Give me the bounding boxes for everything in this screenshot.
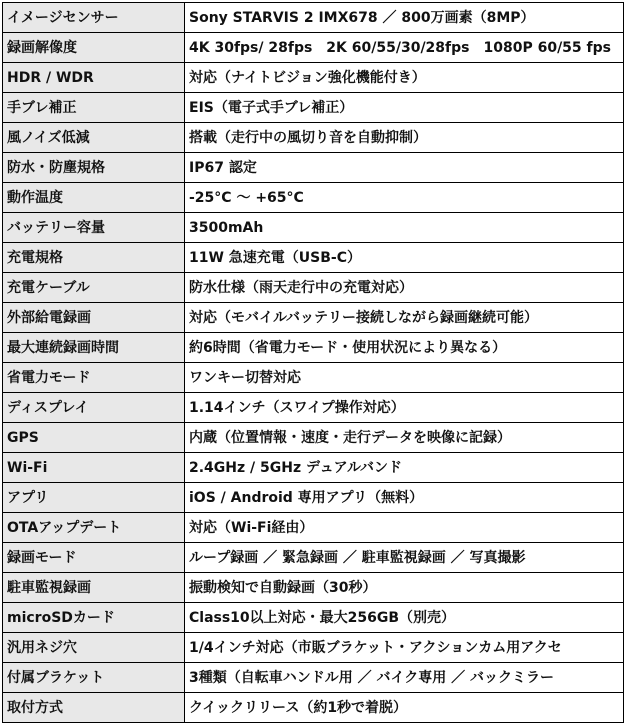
spec-row	[3, 243, 624, 273]
spec-label: 風ノイズ低減	[3, 123, 185, 153]
spec-label: 防水・防塵規格	[3, 153, 185, 183]
spec-value: IP67 認定	[185, 153, 624, 183]
spec-label: アプリ	[3, 483, 185, 513]
spec-row	[3, 693, 624, 723]
spec-row	[3, 573, 624, 603]
spec-row	[3, 33, 624, 63]
spec-value: 防水仕様（雨天走行中の充電対応）	[185, 273, 624, 303]
spec-value: 3500mAh	[185, 213, 624, 243]
spec-label: 省電力モード	[3, 363, 185, 393]
spec-value: -25°C 〜 +65°C	[185, 183, 624, 213]
spec-label: OTAアップデート	[3, 513, 185, 543]
spec-value: 2.4GHz / 5GHz デュアルバンド	[185, 453, 624, 483]
spec-row	[3, 93, 624, 123]
spec-row	[3, 483, 624, 513]
spec-value: Class10以上対応・最大256GB（別売）	[185, 603, 624, 633]
spec-value: 振動検知で自動録画（30秒）	[185, 573, 624, 603]
spec-value: 対応（モバイルバッテリー接続しながら録画継続可能）	[185, 303, 624, 333]
spec-row	[3, 603, 624, 633]
spec-row	[3, 633, 624, 663]
spec-label: 充電規格	[3, 243, 185, 273]
spec-row	[3, 663, 624, 693]
spec-label: GPS	[3, 423, 185, 453]
spec-row	[3, 183, 624, 213]
spec-label: Wi-Fi	[3, 453, 185, 483]
spec-value: EIS（電子式手ブレ補正）	[185, 93, 624, 123]
spec-label: microSDカード	[3, 603, 185, 633]
spec-label: 付属ブラケット	[3, 663, 185, 693]
spec-row	[3, 393, 624, 423]
spec-label: HDR / WDR	[3, 63, 185, 93]
spec-label: 動作温度	[3, 183, 185, 213]
spec-label: 充電ケーブル	[3, 273, 185, 303]
spec-row	[3, 513, 624, 543]
spec-label: 外部給電録画	[3, 303, 185, 333]
spec-label: 手ブレ補正	[3, 93, 185, 123]
spec-row	[3, 273, 624, 303]
spec-value: 内蔵（位置情報・速度・走行データを映像に記録）	[185, 423, 624, 453]
spec-value: 1/4インチ対応（市販ブラケット・アクションカム用アクセ	[185, 633, 624, 663]
spec-row	[3, 363, 624, 393]
spec-value: iOS / Android 専用アプリ（無料）	[185, 483, 624, 513]
spec-row	[3, 423, 624, 453]
spec-row	[3, 303, 624, 333]
spec-row	[3, 63, 624, 93]
spec-label: 録画解像度	[3, 33, 185, 63]
spec-label: 最大連続録画時間	[3, 333, 185, 363]
spec-value: 3種類（自転車ハンドル用 ／ バイク専用 ／ バックミラー	[185, 663, 624, 693]
spec-label: ディスプレイ	[3, 393, 185, 423]
spec-value: 搭載（走行中の風切り音を自動抑制）	[185, 123, 624, 153]
spec-value: 11W 急速充電（USB-C）	[185, 243, 624, 273]
spec-row	[3, 3, 624, 33]
spec-row	[3, 333, 624, 363]
spec-value: 4K 30fps/ 28fps 2K 60/55/30/28fps 1080P 60/55 fps	[185, 33, 624, 63]
spec-label: 駐車監視録画	[3, 573, 185, 603]
spec-value: ループ録画 ／ 緊急録画 ／ 駐車監視録画 ／ 写真撮影	[185, 543, 624, 573]
spec-value: 対応（ナイトビジョン強化機能付き）	[185, 63, 624, 93]
spec-value: 1.14インチ（スワイプ操作対応）	[185, 393, 624, 423]
spec-row	[3, 543, 624, 573]
spec-value: 対応（Wi-Fi経由）	[185, 513, 624, 543]
spec-value: クイックリリース（約1秒で着脱）	[185, 693, 624, 723]
spec-row	[3, 453, 624, 483]
spec-label: 録画モード	[3, 543, 185, 573]
spec-label: バッテリー容量	[3, 213, 185, 243]
spec-row	[3, 153, 624, 183]
spec-value: ワンキー切替対応	[185, 363, 624, 393]
spec-value: Sony STARVIS 2 IMX678 ／ 800万画素（8MP）	[185, 3, 624, 33]
spec-label: 取付方式	[3, 693, 185, 723]
spec-label: イメージセンサー	[3, 3, 185, 33]
spec-row	[3, 123, 624, 153]
spec-label: 汎用ネジ穴	[3, 633, 185, 663]
spec-value: 約6時間（省電力モード・使用状況により異なる）	[185, 333, 624, 363]
spec-table	[2, 2, 624, 723]
spec-row	[3, 213, 624, 243]
